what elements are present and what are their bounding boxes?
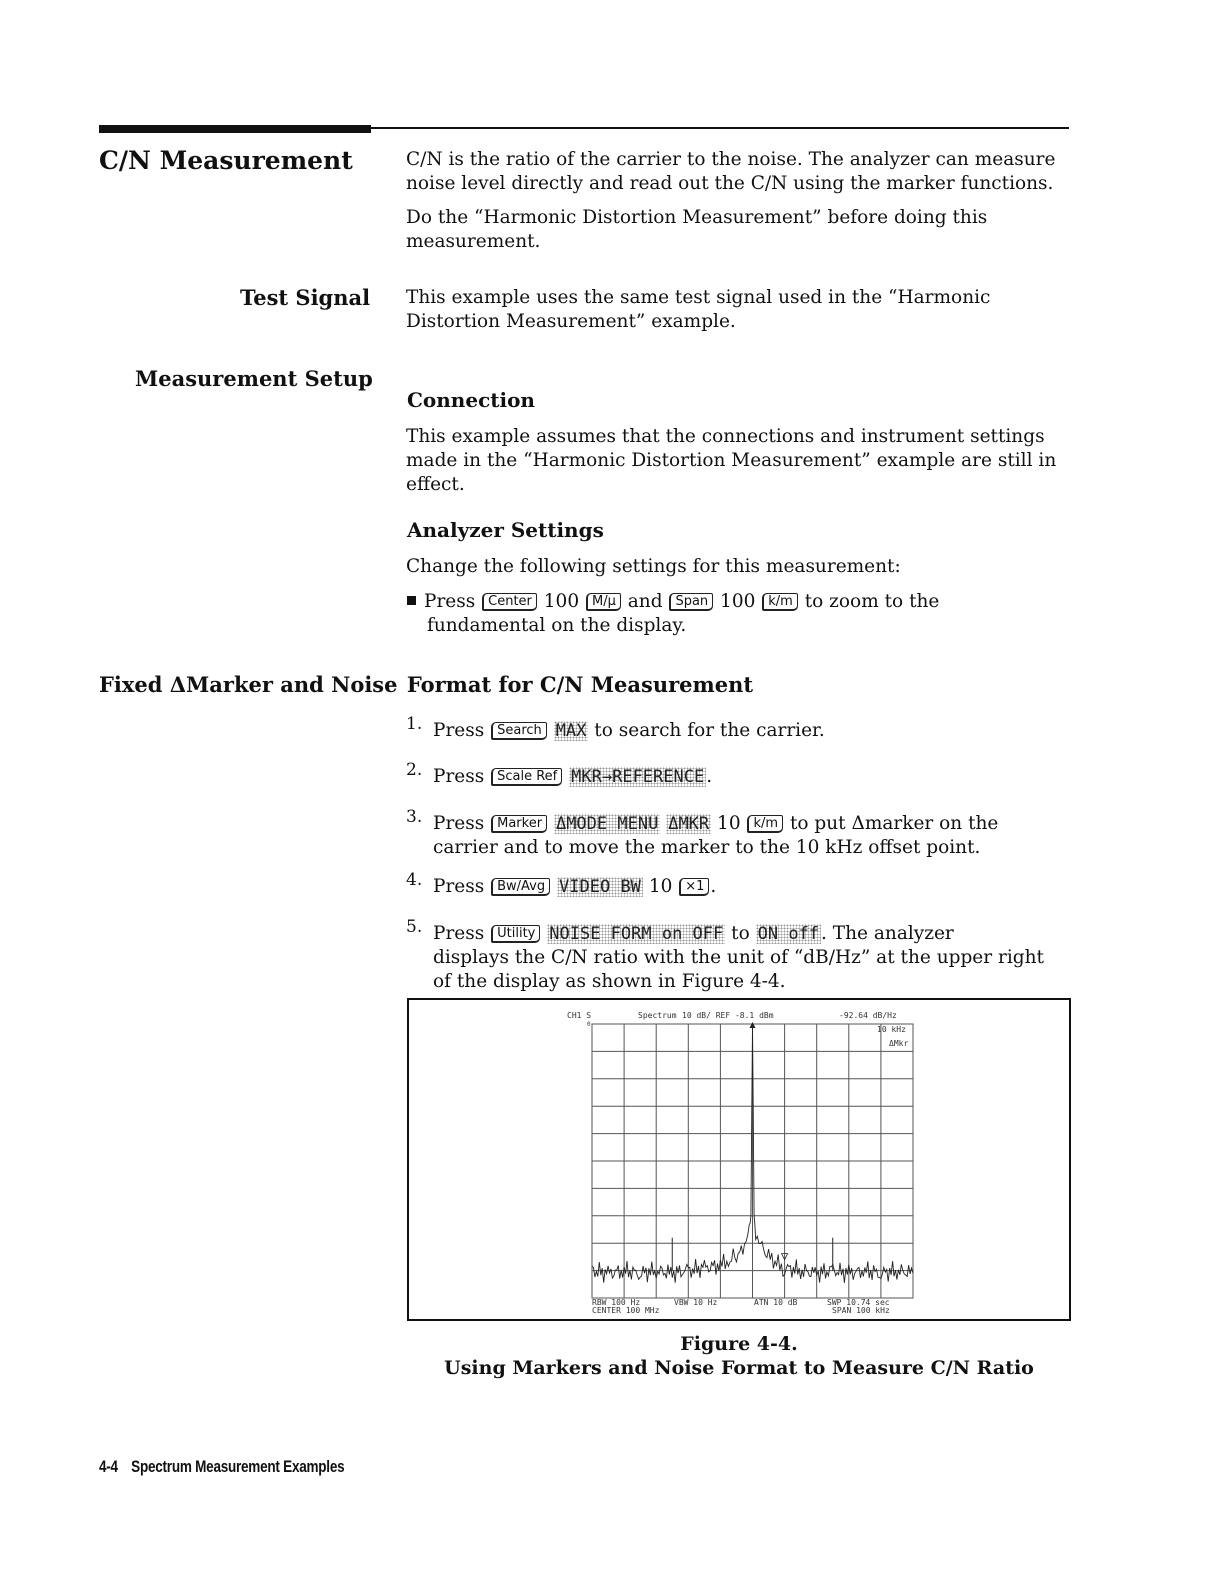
text: to zoom to the	[804, 591, 940, 612]
text: .	[706, 766, 713, 787]
heading-test-signal: Test Signal	[240, 285, 371, 310]
figure-frame	[407, 998, 1071, 1321]
km-key[interactable]: k/m	[747, 815, 783, 833]
noise-form-softkey[interactable]: NOISE FORM on OFF	[549, 924, 724, 944]
text: . The analyzer	[821, 923, 954, 944]
text: Press	[433, 766, 485, 787]
bw-avg-key[interactable]: Bw/Avg	[491, 878, 550, 896]
section-rule-thin	[99, 127, 1069, 129]
text-line: Distortion Measurement” example.	[406, 311, 736, 332]
text: and	[627, 591, 663, 612]
intro-line: Do the “Harmonic Distortion Measurement” before doing this	[406, 207, 988, 228]
screen-ref-marker: 0	[587, 1021, 591, 1028]
intro-line: measurement.	[406, 231, 541, 252]
step-number: 1.	[406, 714, 423, 734]
text-line: This example uses the same test signal used in the “Harmonic	[406, 287, 991, 308]
analyzer-settings-bullet	[407, 590, 939, 638]
text: to search for the carrier.	[594, 720, 825, 741]
screen-marker-label: ΔMkr	[889, 1039, 909, 1048]
video-bw-softkey[interactable]: VIDEO BW	[559, 877, 641, 897]
heading-analyzer-settings: Analyzer Settings	[407, 518, 604, 542]
utility-key[interactable]: Utility	[491, 925, 540, 943]
screen-header-left: CH1 S	[567, 1011, 592, 1020]
step-3	[433, 812, 998, 860]
intro-line: noise level directly and read out the C/N using the marker functions.	[406, 173, 1054, 194]
screen-footer-rbw: RBW 100 Hz	[592, 1298, 641, 1307]
text: Press	[424, 591, 476, 612]
text-line: made in the “Harmonic Distortion Measurement” example are still in	[406, 450, 1057, 471]
value: 100	[543, 591, 580, 612]
section-name: Spectrum Measurement Examples	[131, 1458, 345, 1476]
text-line: of the display as shown in Figure 4-4.	[433, 971, 786, 992]
step-2	[433, 765, 712, 789]
text: to	[731, 923, 750, 944]
screen-footer-span: SPAN 100 kHz	[832, 1306, 890, 1315]
delta-mode-menu-softkey[interactable]: ΔMODE MENU	[555, 814, 659, 834]
heading-right: Format for C/N Measurement	[406, 672, 754, 697]
analyzer-settings-intro: Change the following settings for this measurement:	[406, 556, 901, 577]
text-line: fundamental on the display.	[427, 615, 687, 636]
bullet-icon	[407, 596, 416, 605]
text-line: This example assumes that the connections and instrument settings	[406, 426, 1045, 447]
step-number: 4.	[406, 870, 423, 890]
page-footer	[99, 1458, 344, 1477]
search-key[interactable]: Search	[491, 722, 547, 740]
mkr-reference-softkey[interactable]: MKR→REFERENCE	[571, 767, 705, 787]
intro-line: C/N is the ratio of the carrier to the noise. The analyzer can measure	[406, 149, 1056, 170]
screen-footer-vbw: VBW 10 Hz	[674, 1298, 718, 1307]
figure-number: Figure 4-4.	[680, 1333, 798, 1355]
scale-ref-key[interactable]: Scale Ref	[491, 768, 562, 786]
step-1	[433, 719, 825, 743]
step-4	[433, 875, 716, 899]
text-line: carrier and to move the marker to the 10 kHz offset point.	[433, 837, 981, 858]
carrier-marker-arrow	[750, 1022, 756, 1028]
heading-left: Fixed ΔMarker and Noise	[99, 672, 398, 697]
x1-key[interactable]: ×1	[679, 878, 709, 896]
figure-title: Using Markers and Noise Format to Measure C/N Ratio	[444, 1357, 1034, 1379]
text: to put Δmarker on the	[789, 813, 999, 834]
text: Press	[433, 813, 485, 834]
value: 100	[720, 591, 756, 612]
heading-fixed-marker	[99, 672, 753, 697]
on-off-softkey[interactable]: ON off	[757, 924, 820, 944]
max-softkey[interactable]: MAX	[555, 721, 587, 741]
screen-header-mode: Spectrum	[638, 1011, 677, 1020]
km-key[interactable]: k/m	[762, 593, 798, 611]
screen-footer-swp: SWP 10.74 sec	[827, 1298, 890, 1307]
heading-connection: Connection	[407, 388, 535, 412]
text-line: effect.	[406, 474, 465, 495]
text: Press	[433, 720, 485, 741]
delta-mkr-softkey[interactable]: ΔMKR	[668, 814, 710, 834]
step-number: 5.	[406, 917, 423, 937]
screen-footer-atn: ATN 10 dB	[754, 1298, 798, 1307]
mu-key[interactable]: M/μ	[586, 593, 621, 611]
screen-footer-center: CENTER 100 MHz	[592, 1306, 660, 1315]
screen-header-scale: 10 dB/ REF -8.1 dBm	[682, 1011, 774, 1020]
test-signal-paragraph	[406, 286, 990, 334]
step-5	[433, 922, 1044, 994]
page-number: 4-4	[99, 1458, 118, 1476]
step-number: 2.	[406, 760, 423, 780]
spectrum-display	[409, 1000, 1069, 1319]
step-number: 3.	[406, 807, 423, 827]
value: 10	[717, 813, 741, 834]
span-key[interactable]: Span	[669, 593, 713, 611]
value: 10	[648, 876, 673, 897]
intro-paragraph	[406, 148, 1055, 254]
heading-measurement-setup: Measurement Setup	[135, 366, 373, 391]
text: .	[710, 876, 717, 897]
text: Press	[433, 923, 485, 944]
screen-marker-offset: 10 kHz	[877, 1025, 906, 1034]
connection-paragraph	[406, 425, 1056, 497]
marker-key[interactable]: Marker	[491, 815, 547, 833]
text-line: displays the C/N ratio with the unit of “dB/Hz” at the upper right	[433, 947, 1044, 968]
screen-header-readout: -92.64 dB/Hz	[839, 1011, 897, 1020]
text: Press	[433, 876, 485, 897]
center-key[interactable]: Center	[482, 593, 537, 611]
page-title: C/N Measurement	[99, 146, 353, 175]
